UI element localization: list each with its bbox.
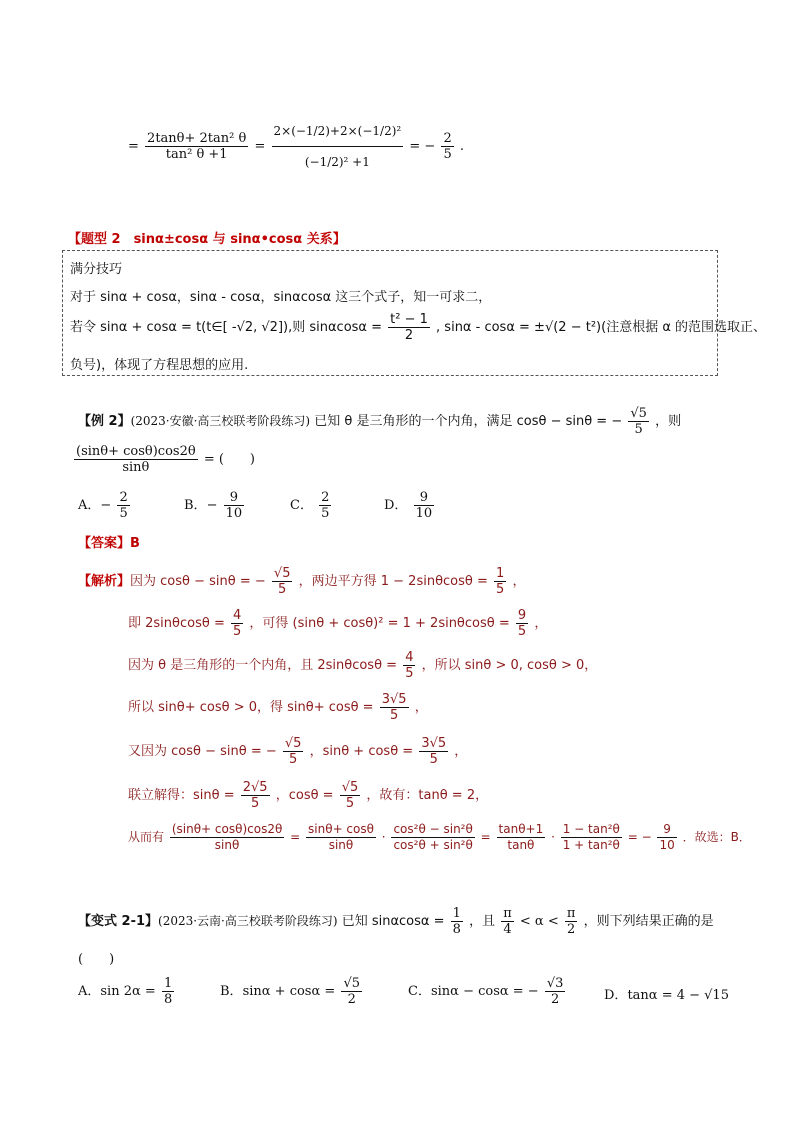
analysis-line5: 又因为 cosθ − sinθ = − $\frac{√5}{5}$ ，sinθ + cosθ = $\frac{3√5}{5}$ ， [128, 736, 468, 767]
type2-heading: 【题型 2 sinα±cosα 与 sinα•cosα 关系】 [68, 232, 346, 247]
top-lhs-fraction: $\frac{\text{2tanθ+ 2tan² θ}}{\text{tan² θ +1}}$ [147, 131, 247, 162]
variant-option-d: D．tanα = 4 − √15 [604, 988, 729, 1003]
analysis-line7: 从而有 $\frac{(\sin\theta+ \cos\theta)\cos 2\theta}{\sin\theta}$ = $\frac{\sin\theta+ \cos\theta}{\sin\theta}$ · $\frac{\text{cos²θ − sin²θ}}{\text{cos²θ + sin²θ}}$ = $\frac{\tan\theta+1}{\tan\theta}$ · $\frac{\text{1 − tan²θ}}{\text{1 + tan²θ}}$ = − $\frac{9}{10}$ ．故选：B． [128, 822, 751, 852]
top-formula: = $\frac{\text{2tanθ+ 2tan² θ}}{\text{tan² θ +1}}$ = $\frac{\text{2×(−1/2)+2×(−1/2)²}}{\text{(−1/2)² +1}}$ = − $\frac{2}{5}$ . [128, 116, 464, 177]
answer: 【答案】B [78, 536, 140, 551]
variant-stem: 【变式 2-1】(2023·云南·高三校联考阶段练习) 已知 sinαcosα = $\frac{1}{8}$ ，且 $\frac{\pi}{4}$ < α < $\frac{\pi}{2}$ ，则下列结果正确的是 [78, 906, 714, 937]
example2-stem: 【例 2】(2023·安徽·高三校联考阶段练习) 已知 θ 是三角形的一个内角，满足 cosθ − sinθ = − $\frac{√5}{5}$ ，则 [78, 406, 682, 437]
variant-option-c: C．sinα − cosα = − $\frac{√3}{2}$ [408, 976, 564, 1007]
example2-expression: $\frac{(\sin\theta+ \cos\theta)\cos 2\theta}{\sin\theta}$ = ( ) [76, 444, 255, 475]
variant-paren: ( ) [78, 952, 115, 967]
example2-option-d: D． $\frac{9}{10}$ [384, 490, 433, 521]
variant-option-a: A．sin 2α = $\frac{1}{8}$ [78, 976, 173, 1007]
skill-fraction: $\frac{\text{t² − 1}}{2}$ [390, 312, 428, 343]
skill-line3: 负号)，体现了方程思想的应用. [70, 358, 249, 373]
analysis-line2: 即 2sinθcosθ = $\frac{4}{5}$ ，可得 (sinθ + cosθ)² = 1 + 2sinθcosθ = $\frac{9}{5}$ ， [128, 608, 548, 639]
example2-option-c: C． $\frac{2}{5}$ [290, 490, 330, 521]
analysis-line4: 所以 sinθ+ cosθ > 0，得 sinθ+ cosθ = $\frac{3√5}{5}$ ， [128, 692, 428, 723]
example2-expr-fraction: $\frac{(\sin\theta+ \cos\theta)\cos 2\theta}{\sin\theta}$ [76, 444, 196, 475]
top-mid-fraction: $\frac{\text{2×(−1/2)+2×(−1/2)²}}{\text{(−1/2)² +1}}$ [272, 116, 404, 177]
example2-option-a: A．− $\frac{2}{5}$ [78, 490, 128, 521]
analysis-line3: 因为 θ 是三角形的一个内角，且 2sinθcosθ = $\frac{4}{5}$ ，所以 sinθ > 0, cosθ > 0， [128, 650, 598, 681]
top-result-fraction: $\frac{2}{5}$ [443, 131, 452, 162]
variant-option-b: B．sinα + cosα = $\frac{√5}{2}$ [220, 976, 360, 1007]
skill-line2: 若令 sinα + cosα = t(t∈[ -√2, √2]),则 sinαcosα = $\frac{\text{t² − 1}}{2}$ , sinα - cosα = ±√(2 − t²)(注意根据 α 的范围选取正、 [70, 312, 767, 343]
skill-title: 满分技巧 [70, 262, 123, 277]
analysis-line1: 【解析】因为 cosθ − sinθ = − $\frac{√5}{5}$ ，两边平方得 1 − 2sinθcosθ = $\frac{1}{5}$ ， [78, 566, 526, 597]
skill-line1: 对于 sinα + cosα，sinα - cosα，sinαcosα 这三个式子，知一可求二， [70, 290, 492, 305]
example2-option-b: B．− $\frac{9}{10}$ [184, 490, 243, 521]
example2-stem-fraction: $\frac{√5}{5}$ [630, 406, 647, 437]
analysis-line6: 联立解得：sinθ = $\frac{2√5}{5}$ ，cosθ = $\frac{√5}{5}$ ，故有：tanθ = 2， [128, 780, 489, 811]
